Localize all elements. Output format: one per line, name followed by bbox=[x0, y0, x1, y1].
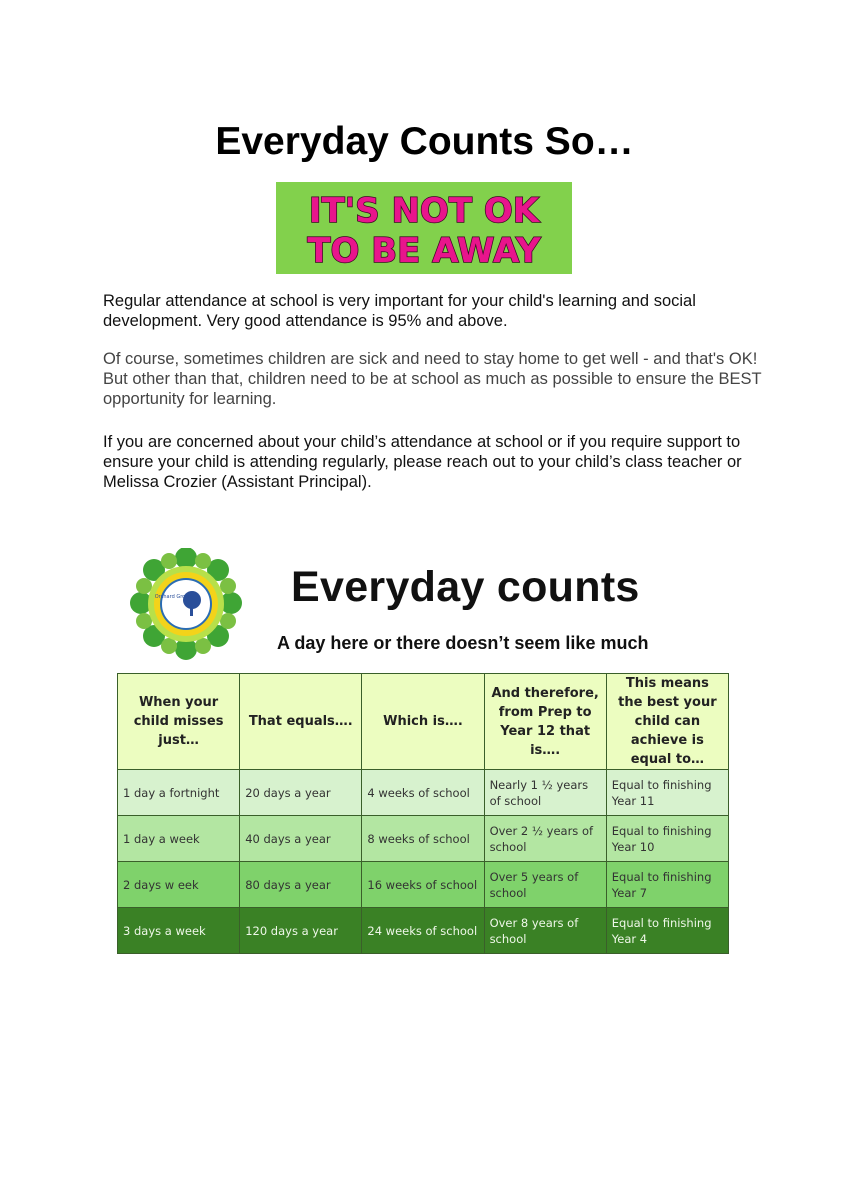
banner-line-2: TO BE AWAY bbox=[307, 231, 541, 271]
school-logo bbox=[130, 548, 242, 660]
cell-which-is: 16 weeks of school bbox=[362, 862, 484, 908]
cell-achieve: Equal to finishing Year 4 bbox=[606, 908, 728, 954]
table-row bbox=[118, 862, 729, 908]
table-row bbox=[118, 770, 729, 816]
cell-misses: 3 days a week bbox=[118, 908, 240, 954]
cell-years: Over 8 years of school bbox=[484, 908, 606, 954]
paragraph-sick: Of course, sometimes children are sick and need to stay home to get well - and that's OK! But other than that, children need to be at school as much as possible to ensure the BEST opportunity for learning. bbox=[103, 350, 762, 408]
banner-line-1: IT'S NOT OK bbox=[308, 191, 540, 231]
page-title: Everyday Counts So… bbox=[215, 120, 634, 163]
cell-equals: 120 days a year bbox=[240, 908, 362, 954]
infographic-title: Everyday counts bbox=[291, 563, 640, 611]
attendance-table bbox=[117, 673, 729, 954]
header-which-is: Which is…. bbox=[362, 674, 484, 770]
infographic-subtitle: A day here or there doesn’t seem like much bbox=[277, 633, 649, 653]
table-row bbox=[118, 816, 729, 862]
everyday-counts-infographic bbox=[116, 545, 730, 957]
cell-equals: 40 days a year bbox=[240, 816, 362, 862]
cell-achieve: Equal to finishing Year 10 bbox=[606, 816, 728, 862]
cell-achieve: Equal to finishing Year 11 bbox=[606, 770, 728, 816]
table-row bbox=[118, 908, 729, 954]
cell-which-is: 24 weeks of school bbox=[362, 908, 484, 954]
paragraph-contact: If you are concerned about your child’s attendance at school or if you require support to ensure your child is attending regularly, please reach out to your child’s class teacher or Melissa Crozier (Assistant Principal). bbox=[103, 433, 742, 491]
header-misses: When your child misses just… bbox=[118, 674, 240, 770]
logo-text: Orchard Grove bbox=[154, 594, 192, 600]
cell-which-is: 8 weeks of school bbox=[362, 816, 484, 862]
cell-years: Over 2 ½ years of school bbox=[484, 816, 606, 862]
cell-achieve: Equal to finishing Year 7 bbox=[606, 862, 728, 908]
cell-equals: 20 days a year bbox=[240, 770, 362, 816]
cell-misses: 2 days w eek bbox=[118, 862, 240, 908]
cell-which-is: 4 weeks of school bbox=[362, 770, 484, 816]
header-prep-to-year12: And therefore, from Prep to Year 12 that is…. bbox=[484, 674, 606, 770]
cell-equals: 80 days a year bbox=[240, 862, 362, 908]
cell-misses: 1 day a week bbox=[118, 816, 240, 862]
cell-misses: 1 day a fortnight bbox=[118, 770, 240, 816]
cell-years: Nearly 1 ½ years of school bbox=[484, 770, 606, 816]
not-ok-banner bbox=[276, 182, 572, 274]
header-best-achieve: This means the best your child can achieve is equal to… bbox=[606, 674, 728, 770]
header-equals: That equals…. bbox=[240, 674, 362, 770]
cell-years: Over 5 years of school bbox=[484, 862, 606, 908]
table-header-row bbox=[118, 674, 729, 770]
paragraph-attendance: Regular attendance at school is very important for your child's learning and social development. Very good attendance is 95% and above. bbox=[103, 292, 696, 330]
